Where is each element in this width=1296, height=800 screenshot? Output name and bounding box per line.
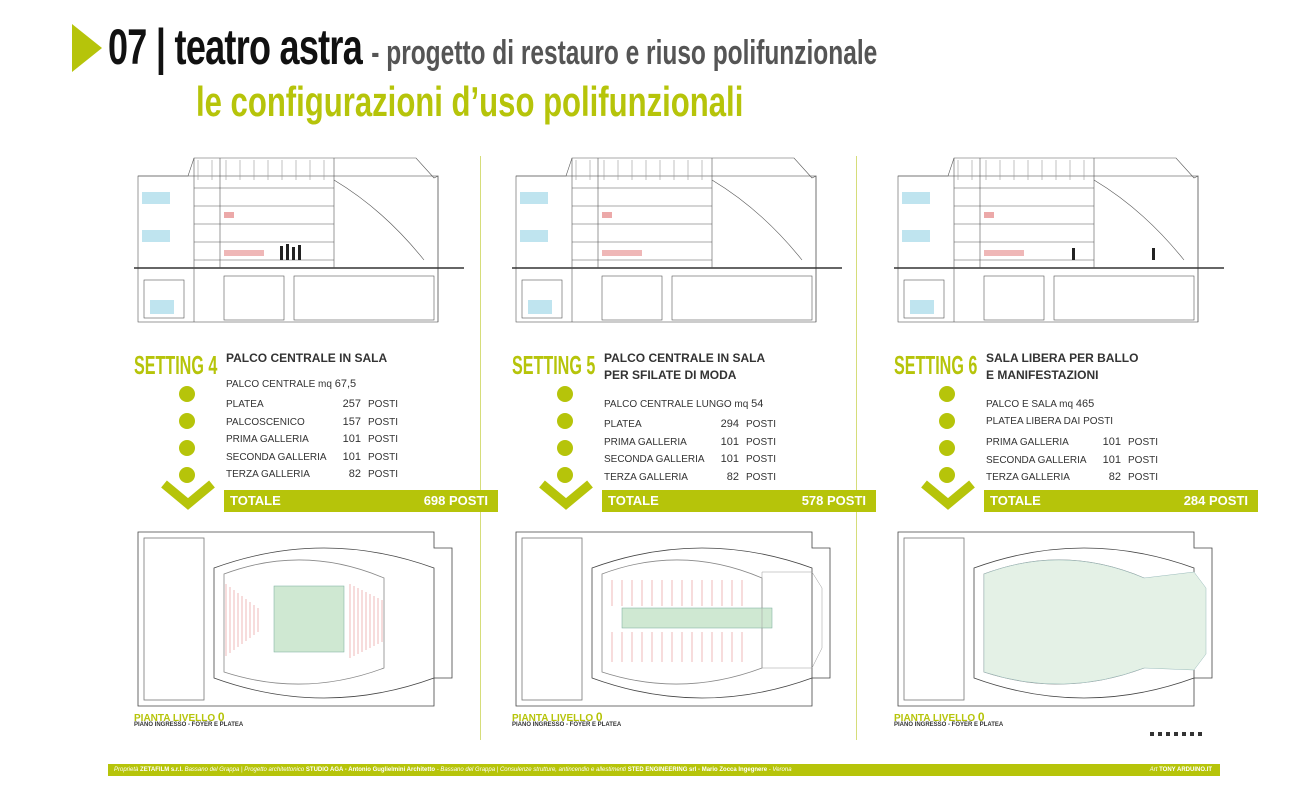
bullet-dot-icon [557,386,573,402]
footer-art: Art TONY ARDUINO.IT [1149,767,1212,773]
bullet-dot-icon [179,413,195,429]
plan-title: PIANTA LIVELLO 0 [512,710,603,724]
footer-credits [108,764,1220,776]
header [72,14,1272,134]
extra-info: PLATEA LIBERA DAI POSTI [986,416,1114,427]
plan-title: PIANTA LIVELLO 0 [894,710,985,724]
setting-panel-6 [894,150,1254,750]
seats-row: PRIMA GALLERIA 101 POSTI [604,435,777,448]
total-bar: TOTALE 284 POSTI [984,490,1258,512]
chevron-down-icon [920,480,976,510]
bullet-dot-icon [939,440,955,456]
bullet-list [557,386,577,494]
seats-row: PALCOSCENICO 157 POSTI [226,415,399,428]
seats-row: SECONDA GALLERIA 101 POSTI [226,450,399,463]
title-tagline: - progetto di restauro e riuso polifunzionale [371,34,878,72]
bullet-dot-icon [557,413,573,429]
plan-subtitle: PIANO INGRESSO - FOYER E PLATEA [894,722,1004,728]
seats-row: SECONDA GALLERIA 101 POSTI [986,453,1159,466]
floor-plan-drawing [134,528,494,710]
bullet-dot-icon [179,386,195,402]
seats-row: PRIMA GALLERIA 101 POSTI [986,436,1159,448]
bullet-dot-icon [939,413,955,429]
seats-row: TERZA GALLERIA 82 POSTI [986,471,1159,483]
plan-subtitle: PIANO INGRESSO - FOYER E PLATEA [512,722,622,728]
setting-panel-5 [512,150,872,750]
setting-panel-4 [134,150,494,750]
seats-table [226,396,506,484]
bullet-dot-icon [557,440,573,456]
page-subtitle: le configurazioni d’uso polifunzionali [196,78,744,125]
title-number: 07 [108,19,147,75]
scale-bar [1150,732,1206,736]
area-info: PALCO E SALA mq 465 [986,398,1095,410]
setting-description: PALCO CENTRALE IN SALA PER SFILATE DI MODA [604,351,766,382]
title-name: teatro astra [174,19,363,75]
play-arrow-icon [72,24,102,72]
chevron-down-icon [160,480,216,510]
setting-description: PALCO CENTRALE IN SALA [226,351,388,365]
seats-row: PRIMA GALLERIA 101 POSTI [226,433,399,445]
area-info: PALCO CENTRALE mq 67,5 [226,378,357,390]
floor-plan-drawing [512,528,872,710]
total-bar: TOTALE 578 POSTI [602,490,876,512]
floor-plan-drawing [894,528,1254,710]
area-info: PALCO CENTRALE LUNGO mq 54 [604,398,764,410]
seats-row: TERZA GALLERIA 82 POSTI [604,470,777,483]
setting-description: SALA LIBERA PER BALLO E MANIFESTAZIONI [986,351,1139,382]
plan-subtitle: PIANO INGRESSO - FOYER E PLATEA [134,722,244,728]
seats-table [604,416,884,486]
bullet-list [179,386,199,494]
building-section-drawing [512,150,872,330]
page-title [108,18,877,82]
footer-left: Proprietà ZETAFILM s.r.l. Bassano del Grappa | Progetto architettonico STUDIO AGA - Antonio Guglielmini Architetto - Bassano del Grappa | Consulenze strutture, antincendio e allestimenti STED ENGINEERING srl - Mario Zocca Ingegnere - Verona [114,767,792,773]
setting-title: SETTING 6 [894,350,978,380]
plan-title: PIANTA LIVELLO 0 [134,710,225,724]
seats-row: SECONDA GALLERIA 101 POSTI [604,453,777,465]
bullet-dot-icon [939,386,955,402]
bullet-dot-icon [179,440,195,456]
bullet-list [939,386,959,494]
building-section-drawing [894,150,1254,330]
building-section-drawing [134,150,494,330]
seats-row: TERZA GALLERIA 82 POSTI [226,468,399,480]
seats-table [986,434,1266,487]
setting-title: SETTING 5 [512,350,596,380]
seats-row: PLATEA 294 POSTI [604,418,777,430]
total-bar: TOTALE 698 POSTI [224,490,498,512]
seats-row: PLATEA 257 POSTI [226,398,399,410]
chevron-down-icon [538,480,594,510]
title-separator: | [155,19,166,75]
setting-title: SETTING 4 [134,350,218,380]
